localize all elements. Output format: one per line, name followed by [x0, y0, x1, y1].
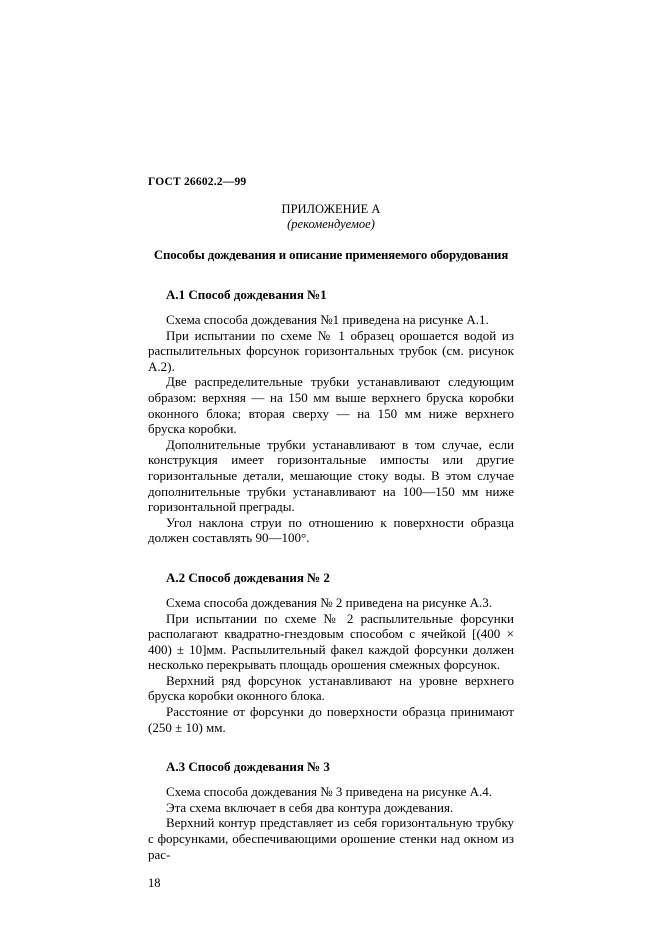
section-a1: [148, 287, 514, 546]
page-number: 18: [148, 876, 161, 891]
text-column: [148, 176, 514, 891]
document-title-row: [148, 248, 514, 263]
appendix-note: (рекомендуемое): [287, 217, 375, 231]
paragraph: При испытании по схеме № 2 распылительные форсунки располагают квадратно-гнездовым способом с ячейкой [(400 × 400) ± 10]мм. Распылительный факел каждой форсунки должен несколько перекрывать площадь орошения смежных форсунок.: [148, 610, 514, 673]
paragraph: Схема способа дождевания № 3 приведена на рисунке А.4.: [166, 784, 492, 800]
paragraph: Верхний ряд форсунок устанавливают на уровне верхнего бруска коробки оконного блока.: [148, 672, 514, 704]
section-a2: [148, 570, 514, 735]
document-title: Способы дождевания и описание применяемого оборудования: [153, 248, 509, 262]
paragraph: При испытании по схеме № 1 образец орошается водой из распылительных форсунок горизонтальных трубок (см. рисунок А.2).: [148, 327, 514, 374]
paragraph: Две распределительные трубки устанавливают следующим образом: верхняя — на 150 мм выше верхнего бруска коробки оконного блока; вторая сверху — на 150 мм ниже верхнего бруска коробки.: [148, 374, 514, 437]
document-code: ГОСТ 26602.2—99: [148, 176, 247, 188]
paragraph: Угол наклона струи по отношению к поверхности образца должен составлять 90—100°.: [148, 514, 514, 546]
section-a1-heading: А.1 Способ дождевания №1: [166, 287, 327, 302]
paragraph: Расстояние от форсунки до поверхности образца принимают (250 ± 10) мм.: [148, 704, 514, 735]
section-a3: [148, 759, 514, 862]
paragraph: Схема способа дождевания №1 приведена на рисунке А.1.: [166, 312, 489, 327]
paragraph: Эта схема включает в себя два контура дождевания.: [166, 799, 454, 815]
paragraph: Верхний контур представляет из себя горизонтальную трубку с форсунками, обеспечивающими орошение стенки над окном из рас-: [148, 815, 514, 862]
section-a3-heading: А.3 Способ дождевания № 3: [166, 759, 330, 775]
paragraph: Схема способа дождевания № 2 приведена на рисунке А.3.: [166, 594, 492, 610]
section-a2-heading: А.2 Способ дождевания № 2: [166, 569, 330, 585]
appendix-label: ПРИЛОЖЕНИЕ А: [281, 202, 381, 216]
paragraph: Дополнительные трубки устанавливают в том случае, если конструкция имеет горизонтальные импосты или другие горизонтальные детали, мешающие стоку воды. В этом случае дополнительные трубки устанавливают на 100—150 мм ниже горизонтальной преграды.: [148, 436, 514, 515]
